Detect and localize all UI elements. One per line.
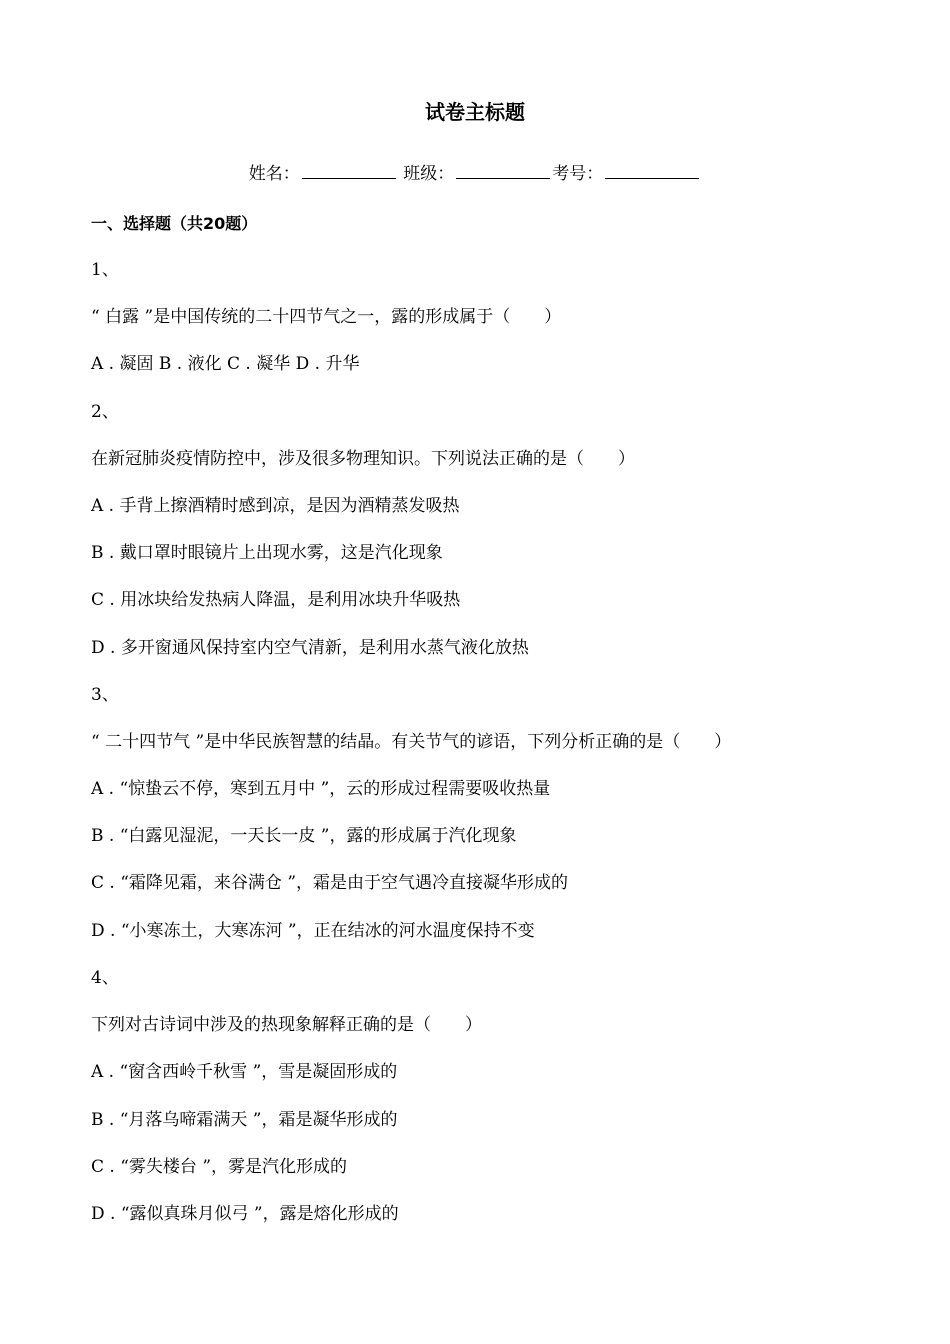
number-blank[interactable] <box>605 160 699 179</box>
section-heading: 一、选择题（共20题） <box>91 214 258 233</box>
option-a: A . “惊蛰云不停，寒到五月中 ”，云的形成过程需要吸收热量 <box>91 779 551 799</box>
question-stem: 在新冠肺炎疫情防控中，涉及很多物理知识。下列说法正确的是（ ） <box>91 449 635 469</box>
option-d: D . “小寒冻土，大寒冻河 ”，正在结冰的河水温度保持不变 <box>91 921 535 941</box>
exam-title: 试卷主标题 <box>425 100 525 124</box>
question-stem: 下列对古诗词中涉及的热现象解释正确的是（ ） <box>91 1015 482 1035</box>
class-blank[interactable] <box>456 160 550 179</box>
option-c: C . “雾失楼台 ”，雾是汽化形成的 <box>91 1157 348 1177</box>
option-b: B . 戴口罩时眼镜片上出现水雾，这是汽化现象 <box>91 543 443 563</box>
question-number: 1、 <box>91 260 119 280</box>
option-b: B . “月落乌啼霜满天 ”，霜是凝华形成的 <box>91 1110 398 1130</box>
option-d: D . 多开窗通风保持室内空气清新，是利用水蒸气液化放热 <box>91 638 529 658</box>
name-blank[interactable] <box>302 160 396 179</box>
question-number: 3、 <box>91 685 119 705</box>
student-info-line <box>0 160 950 187</box>
name-label: 姓名： <box>248 164 300 184</box>
option-d: D . “露似真珠月似弓 ”，露是熔化形成的 <box>91 1204 399 1224</box>
question-stem: “ 白露 ”是中国传统的二十四节气之一，露的形成属于（ ） <box>91 307 562 327</box>
option-c: C . “霜降见霜，来谷满仓 ”，霜是由于空气遇冷直接凝华形成的 <box>91 873 569 893</box>
option-b: B . “白露见湿泥，一天长一皮 ”，露的形成属于汽化现象 <box>91 826 517 846</box>
question-options: A . 凝固 B . 液化 C . 凝华 D . 升华 <box>91 354 360 374</box>
question-number: 4、 <box>91 968 119 988</box>
question-number: 2、 <box>91 402 119 422</box>
class-label: 班级： <box>403 164 455 184</box>
option-a: A . 手背上擦酒精时感到凉，是因为酒精蒸发吸热 <box>91 496 460 516</box>
option-a: A . “窗含西岭千秋雪 ”，雪是凝固形成的 <box>91 1062 398 1082</box>
number-label: 考号： <box>552 164 604 184</box>
question-stem: “ 二十四节气 ”是中华民族智慧的结晶。有关节气的谚语，下列分析正确的是（ ） <box>91 732 732 752</box>
option-c: C . 用冰块给发热病人降温，是利用冰块升华吸热 <box>91 590 461 610</box>
